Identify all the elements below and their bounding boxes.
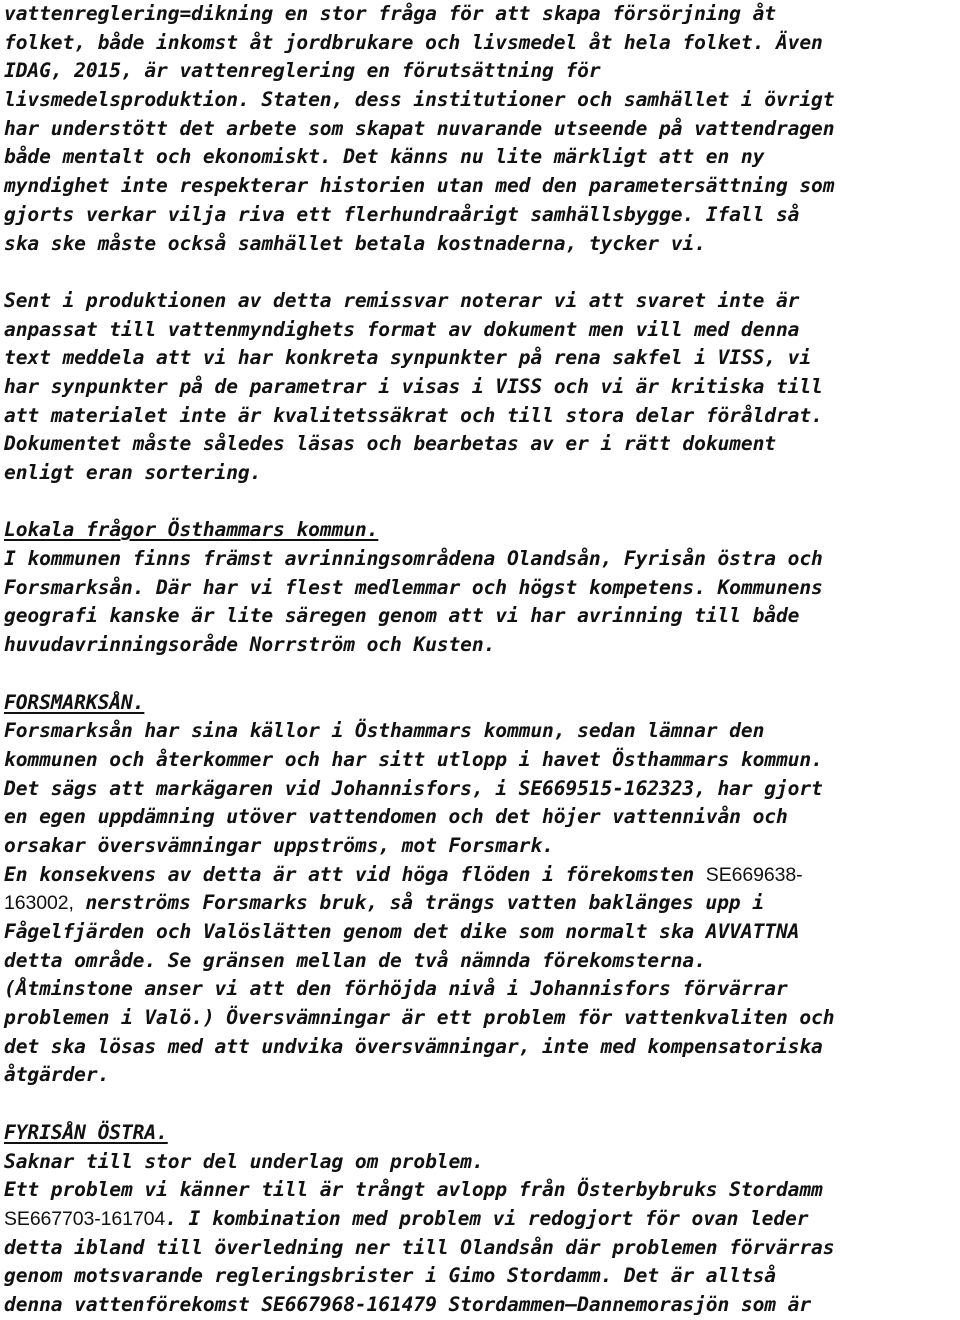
paragraph-format-note — [4, 287, 960, 488]
text-line: genom motsvarande regleringsbrister i Gimo Stordamm. Det är alltså — [4, 1264, 776, 1288]
section-local-questions — [4, 516, 960, 659]
text-line: denna vattenförekomst SE667968-161479 Stordammen–Dannemorasjön som är — [4, 1292, 812, 1316]
text-line: Saknar till stor del underlag om problem. — [4, 1149, 484, 1173]
text-line: orsakar översvämningar uppströms, mot Forsmark. — [4, 833, 554, 857]
paragraph-gap — [4, 258, 960, 287]
text-line: huvudavrinningsoråde Norrström och Kusten. — [4, 633, 496, 657]
text-line-code — [4, 1205, 960, 1234]
text-segment: . I kombination med problem vi redogjort för ovan leder — [165, 1206, 809, 1230]
text-line: gjorts verkar vilja riva ett flerhundraårigt samhällsbygge. Ifall så — [4, 202, 800, 226]
text-line: kommunen och återkommer och har sitt utlopp i havet Östhammars kommun. — [4, 747, 823, 771]
paragraph-gap — [4, 1090, 960, 1119]
paragraph-gap — [4, 488, 960, 517]
text-line: detta område. Se gränsen mellan de två nämnda förekomsterna. — [4, 948, 706, 972]
text-line: detta ibland till överledning ner till Olandsån där problemen förvärras — [4, 1235, 835, 1259]
section-heading-local: Lokala frågor Östhammars kommun. — [4, 518, 379, 542]
text-line-consequence-cont — [4, 889, 960, 918]
text-line: vattenreglering=dikning en stor fråga för att skapa försörjning åt — [4, 2, 776, 25]
text-line: (Åtminstone anser vi att den förhöjda nivå i Johannisfors förvärrar — [4, 977, 788, 1001]
text-line: åtgärder. — [4, 1063, 110, 1087]
text-line: har synpunkter på de parametrar i visas i VISS och vi är kritiska till — [4, 374, 823, 398]
text-line: livsmedelsproduktion. Staten, dess institutioner och samhället i övrigt — [4, 88, 835, 112]
text-line: geografi kanske är lite säregen genom att vi har avrinning till både — [4, 604, 800, 628]
section-heading-fyrisan: FYRISÅN ÖSTRA. — [4, 1120, 168, 1144]
text-line: har understött det arbete som skapat nuvarande utseende på vattendragen — [4, 116, 835, 140]
text-line: att materialet inte är kvalitetssäkrat och till stora delar föråldrat. — [4, 403, 823, 427]
text-line: Fågelfjärden och Valöslätten genom det dike som normalt ska AVVATTNA — [4, 920, 800, 943]
water-body-code: SE667703-161704 — [4, 1207, 166, 1230]
text-line: IDAG, 2015, är vattenreglering en förutsättning för — [4, 59, 601, 83]
text-line: myndighet inte respekterar historien utan med den parametersättning som — [4, 174, 835, 198]
text-line: folket, både inkomst åt jordbrukare och livsmedel åt hela folket. Även — [4, 30, 823, 54]
document-page — [4, 0, 960, 1320]
text-line: ska ske måste också samhället betala kostnaderna, tycker vi. — [4, 231, 706, 255]
text-line: anpassat till vattenmyndighets format av dokument men vill med denna — [4, 317, 800, 341]
paragraph-gap — [4, 660, 960, 689]
text-line: I kommunen finns främst avrinningsområdena Olandsån, Fyrisån östra och — [4, 547, 823, 571]
text-line: Forsmarksån har sina källor i Östhammars kommun, sedan lämnar den — [4, 719, 765, 743]
text-line: text meddela att vi har konkreta synpunkter på rena sakfel i VISS, vi — [4, 346, 812, 370]
text-line: Sent i produktionen av detta remissvar noterar vi att svaret inte är — [4, 288, 800, 312]
text-line: det ska lösas med att undvika översvämningar, inte med kompensatoriska — [4, 1034, 823, 1058]
water-body-code: SE669638- — [705, 863, 803, 886]
text-line: enligt eran sortering. — [4, 461, 262, 484]
text-line: en egen uppdämning utöver vattendomen och det höjer vattennivån och — [4, 805, 788, 829]
text-line: Ett problem vi känner till är trångt avlopp från Österbybruks Stordamm — [4, 1178, 823, 1202]
consequence-text: nerströms Forsmarks bruk, så trängs vatten baklänges upp i — [73, 891, 764, 915]
text-line: Det sägs att markägaren vid Johannisfors, i SE669515-162323, har gjort — [4, 776, 823, 800]
text-line: problemen i Valö.) Översvämningar är ett problem för vattenkvaliten och — [4, 1006, 835, 1030]
section-forsmarksan — [4, 689, 960, 1091]
paragraph-history — [4, 0, 960, 258]
water-body-code: 163002, — [4, 892, 74, 915]
consequence-text: En konsekvens av detta är att vid höga flöden i förekomsten — [4, 862, 706, 886]
text-line: både mentalt och ekonomiskt. Det känns nu lite märkligt att en ny — [4, 145, 765, 169]
text-line: Dokumentet måste således läsas och bearbetas av er i rätt dokument — [4, 432, 776, 456]
section-heading-forsmarksan: FORSMARKSÅN. — [4, 690, 145, 714]
text-line: Forsmarksån. Där har vi flest medlemmar och högst kompetens. Kommunens — [4, 575, 823, 599]
section-fyrisan-ostra — [4, 1119, 960, 1320]
text-line-consequence — [4, 861, 960, 890]
